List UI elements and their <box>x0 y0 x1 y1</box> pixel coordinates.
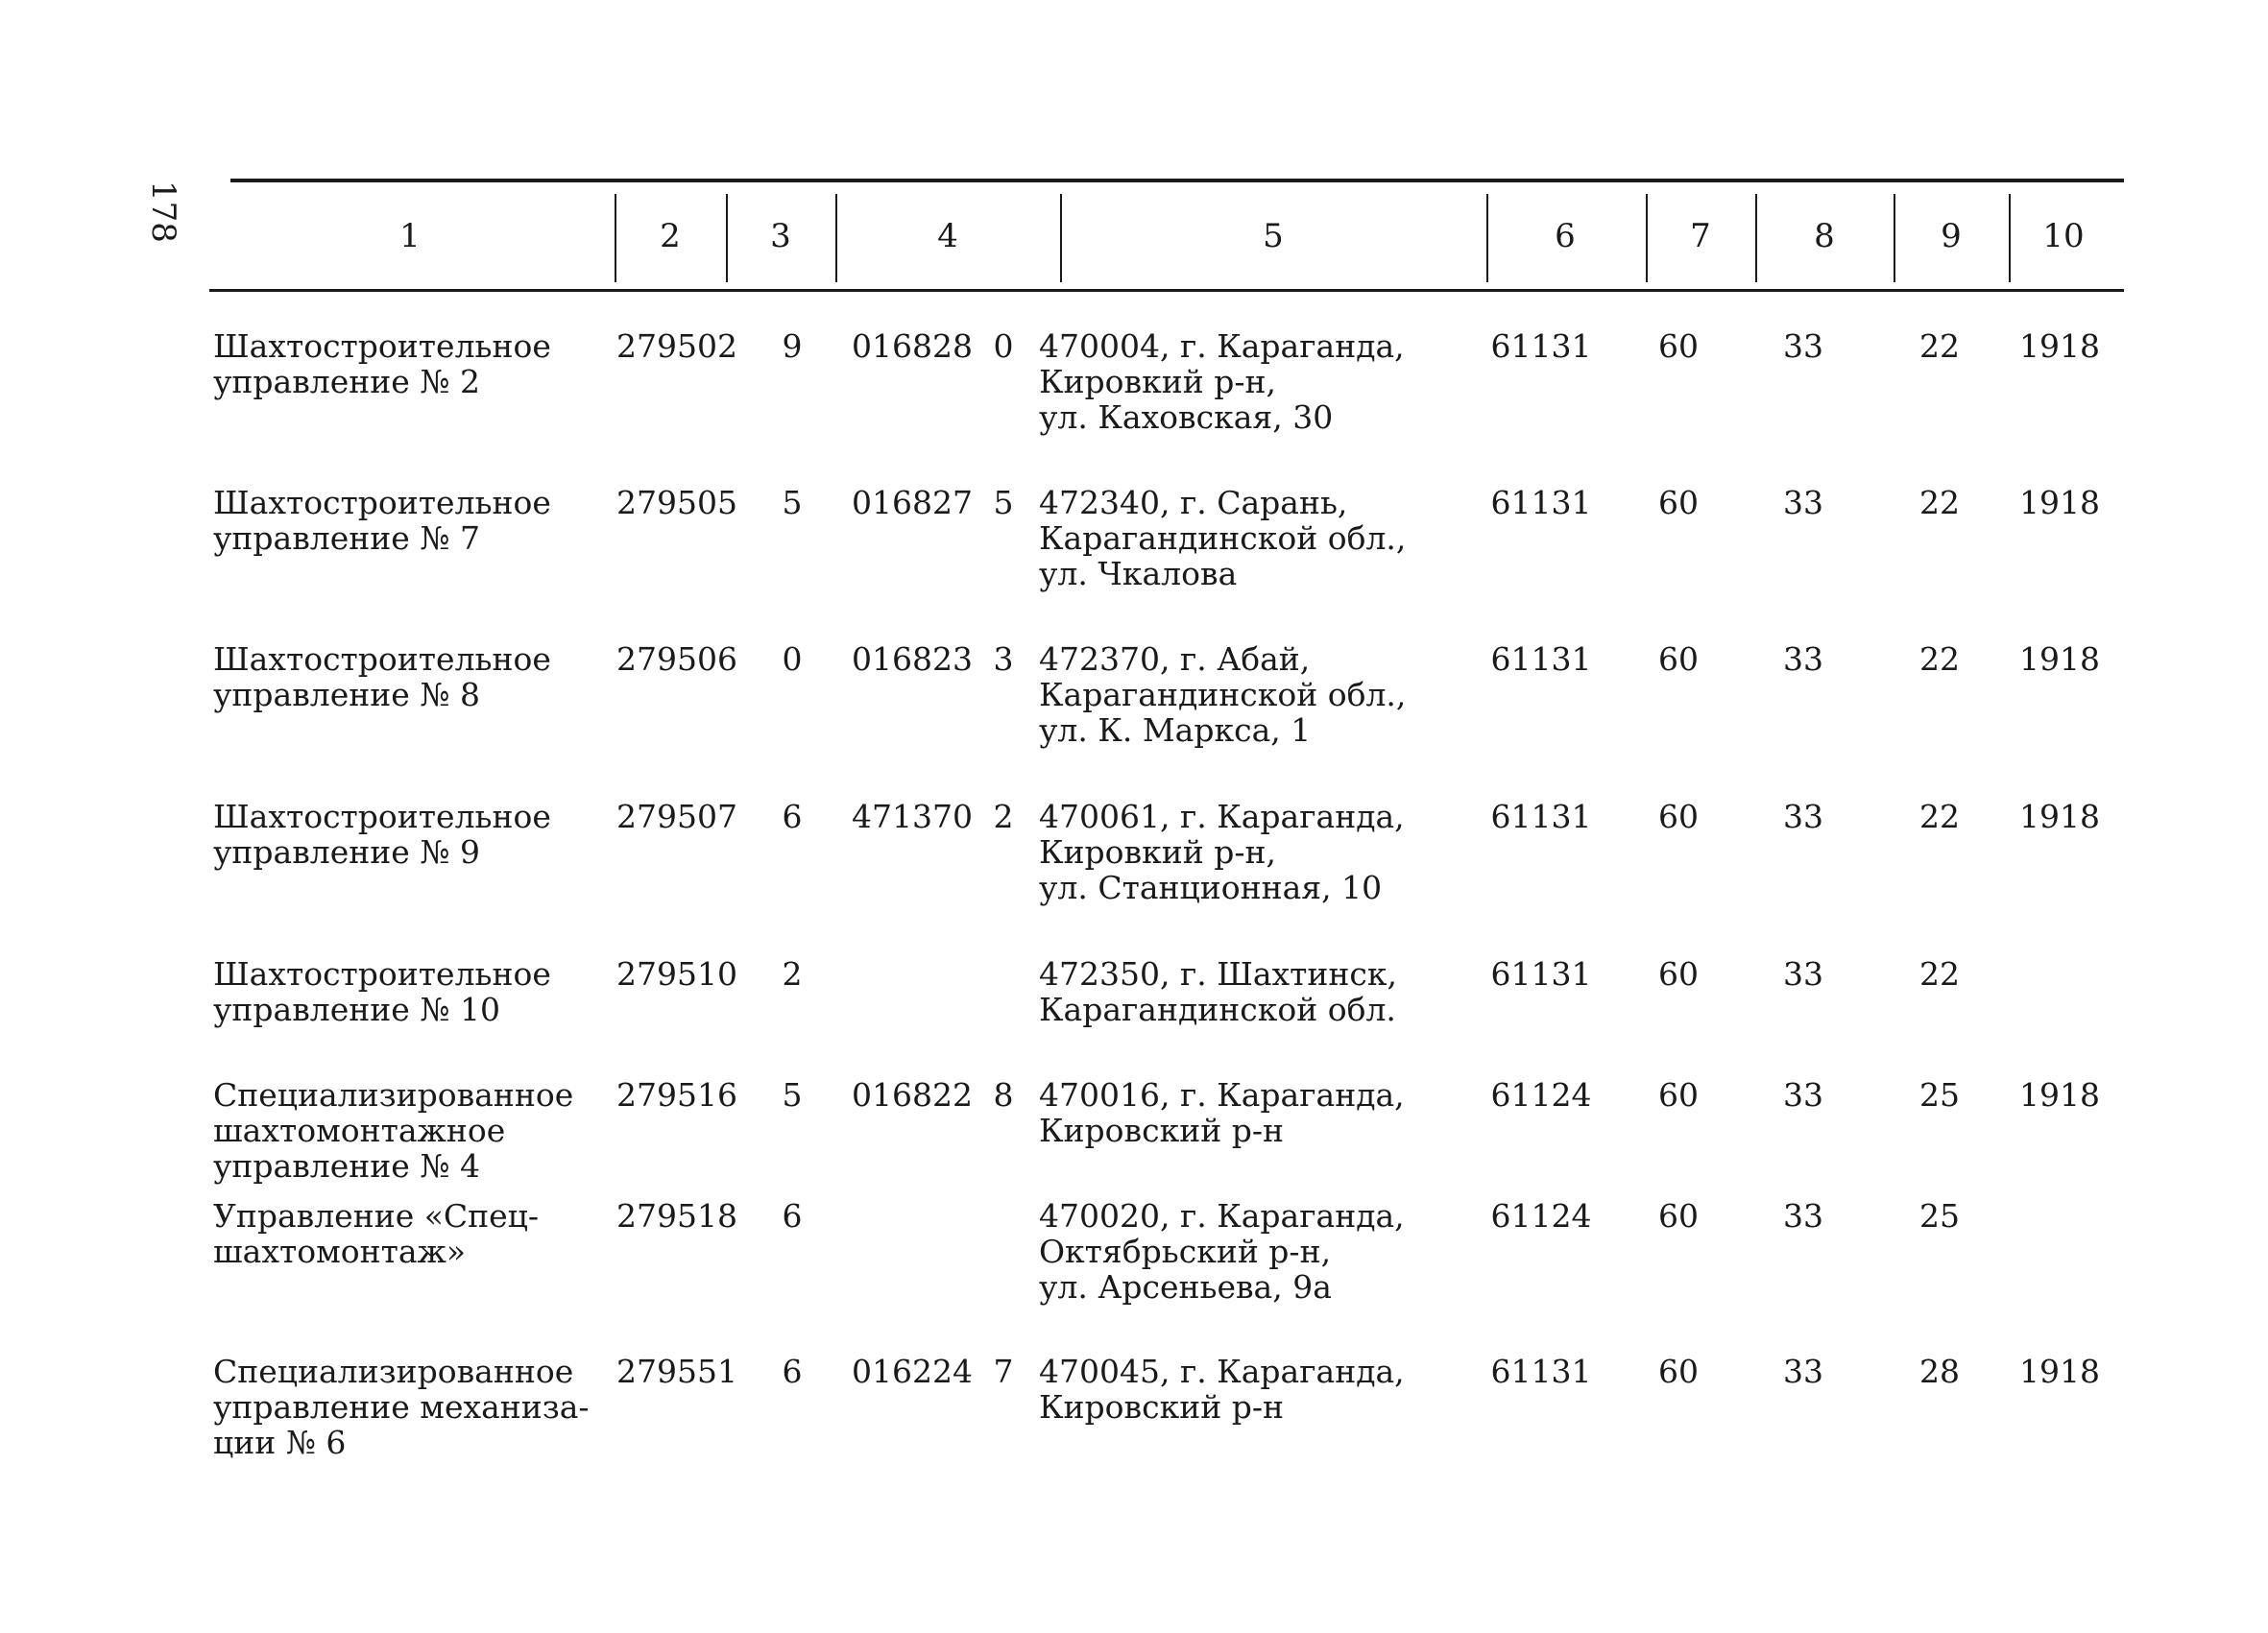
address-line: 472370, г. Абай, <box>1039 640 1311 678</box>
organization-name-line: шахтомонтажное <box>213 1112 506 1149</box>
header-col-8: 8 <box>1814 217 1835 255</box>
cell-col-7: 60 <box>1658 640 1699 678</box>
address <box>1039 1354 1481 1425</box>
cell-col-4-digit: 5 <box>993 484 1014 521</box>
organization-name-line: Шахтостроительное <box>213 798 551 835</box>
organization-name-line: Специализированное <box>213 1353 574 1390</box>
address-line: Кировский р-н <box>1039 1388 1284 1426</box>
cell-col-7: 60 <box>1658 484 1699 521</box>
cell-col-6: 61131 <box>1490 955 1592 993</box>
cell-col-4-digit: 3 <box>993 640 1014 678</box>
header-col-6: 6 <box>1555 217 1576 255</box>
cell-col-8: 33 <box>1783 955 1823 993</box>
address-line: 470004, г. Караганда, <box>1039 327 1405 365</box>
organization-name-line: управление № 2 <box>213 363 481 400</box>
address <box>1039 641 1481 748</box>
cell-col-7: 60 <box>1658 1197 1699 1235</box>
organization-name-line: Специализированное <box>213 1076 574 1114</box>
cell-col-3: 6 <box>782 1353 803 1390</box>
cell-col-2: 279505 <box>616 484 737 521</box>
cell-col-2: 279518 <box>616 1197 737 1235</box>
header-col-5: 5 <box>1263 217 1284 255</box>
organization-name-line: Шахтостроительное <box>213 327 551 365</box>
address <box>1039 799 1481 905</box>
header-col-10: 10 <box>2042 217 2085 255</box>
organization-name <box>213 1354 607 1460</box>
organization-name-line: управление № 8 <box>213 676 481 713</box>
address-line: ул. Арсеньева, 9а <box>1039 1268 1332 1306</box>
cell-col-10: 1918 <box>2019 798 2100 835</box>
cell-col-6: 61131 <box>1490 327 1592 365</box>
address-line: 472350, г. Шахтинск, <box>1039 955 1398 993</box>
cell-col-8: 33 <box>1783 1197 1823 1235</box>
address-line: ул. Станционная, 10 <box>1039 869 1383 906</box>
cell-col-7: 60 <box>1658 327 1699 365</box>
organization-name <box>213 1198 607 1269</box>
cell-col-2: 279551 <box>616 1353 737 1390</box>
cell-col-3: 6 <box>782 1197 803 1235</box>
cell-col-6: 61131 <box>1490 640 1592 678</box>
cell-col-3: 5 <box>782 484 803 521</box>
cell-col-8: 33 <box>1783 327 1823 365</box>
cell-col-10: 1918 <box>2019 1353 2100 1390</box>
cell-col-8: 33 <box>1783 1076 1823 1114</box>
organization-name-line: шахтомонтаж» <box>213 1233 467 1270</box>
organization-name-line: управление № 4 <box>213 1147 481 1185</box>
cell-col-8: 33 <box>1783 798 1823 835</box>
cell-col-4: 016822 <box>852 1076 973 1114</box>
address-line: Кировский р-н <box>1039 1112 1284 1149</box>
header-col-4: 4 <box>937 217 958 255</box>
address-line: Кировкий р-н, <box>1039 833 1276 871</box>
organization-name <box>213 641 607 712</box>
cell-col-10: 1918 <box>2019 484 2100 521</box>
cell-col-4-digit: 0 <box>993 327 1014 365</box>
organization-name <box>213 1077 607 1184</box>
cell-col-7: 60 <box>1658 955 1699 993</box>
cell-col-4-digit: 2 <box>993 798 1014 835</box>
cell-col-6: 61124 <box>1490 1197 1592 1235</box>
cell-col-9: 22 <box>1919 798 1960 835</box>
cell-col-2: 279502 <box>616 327 737 365</box>
cell-col-9: 28 <box>1919 1353 1960 1390</box>
address-line: 470020, г. Караганда, <box>1039 1197 1405 1235</box>
cell-col-9: 22 <box>1919 640 1960 678</box>
address <box>1039 1198 1481 1305</box>
cell-col-6: 61131 <box>1490 798 1592 835</box>
address <box>1039 485 1481 591</box>
cell-col-6: 61131 <box>1490 1353 1592 1390</box>
cell-col-2: 279510 <box>616 955 737 993</box>
address-line: 470061, г. Караганда, <box>1039 798 1405 835</box>
address-line: ул. Каховская, 30 <box>1039 398 1334 436</box>
header-col-1: 1 <box>399 217 421 255</box>
organization-name-line: Шахтостроительное <box>213 955 551 993</box>
organization-name-line: Шахтостроительное <box>213 640 551 678</box>
cell-col-3: 6 <box>782 798 803 835</box>
cell-col-9: 25 <box>1919 1076 1960 1114</box>
page-number: 178 <box>144 180 182 243</box>
cell-col-4-digit: 8 <box>993 1076 1014 1114</box>
cell-col-4: 016823 <box>852 640 973 678</box>
address-line: Карагандинской обл. <box>1039 991 1396 1028</box>
address-line: Кировкий р-н, <box>1039 363 1276 400</box>
cell-col-8: 33 <box>1783 484 1823 521</box>
header-col-7: 7 <box>1690 217 1711 255</box>
cell-col-9: 22 <box>1919 327 1960 365</box>
cell-col-4: 016827 <box>852 484 973 521</box>
address-line: Карагандинской обл., <box>1039 676 1407 713</box>
cell-col-7: 60 <box>1658 798 1699 835</box>
address-line: 470045, г. Караганда, <box>1039 1353 1405 1390</box>
cell-col-4-digit: 7 <box>993 1353 1014 1390</box>
organization-name <box>213 328 607 399</box>
cell-col-4: 016224 <box>852 1353 973 1390</box>
cell-col-7: 60 <box>1658 1076 1699 1114</box>
cell-col-8: 33 <box>1783 1353 1823 1390</box>
address-line: Октябрьский р-н, <box>1039 1233 1332 1270</box>
organization-name <box>213 485 607 556</box>
organization-name-line: Управление «Спец- <box>213 1197 540 1235</box>
cell-col-4: 016828 <box>852 327 973 365</box>
address <box>1039 1077 1481 1148</box>
organization-name-line: управление № 10 <box>213 991 500 1028</box>
cell-col-9: 22 <box>1919 484 1960 521</box>
cell-col-8: 33 <box>1783 640 1823 678</box>
cell-col-3: 5 <box>782 1076 803 1114</box>
header-col-9: 9 <box>1941 217 1962 255</box>
address-line: 472340, г. Сарань, <box>1039 484 1348 521</box>
organization-name <box>213 799 607 870</box>
cell-col-10: 1918 <box>2019 1076 2100 1114</box>
cell-col-3: 2 <box>782 955 803 993</box>
organization-name-line: управление № 7 <box>213 519 481 557</box>
cell-col-3: 0 <box>782 640 803 678</box>
organization-name <box>213 956 607 1027</box>
header-col-3: 3 <box>770 217 791 255</box>
address-line: 470016, г. Караганда, <box>1039 1076 1405 1114</box>
cell-col-7: 60 <box>1658 1353 1699 1390</box>
cell-col-2: 279507 <box>616 798 737 835</box>
cell-col-9: 22 <box>1919 955 1960 993</box>
cell-col-3: 9 <box>782 327 803 365</box>
address <box>1039 328 1481 435</box>
cell-col-6: 61131 <box>1490 484 1592 521</box>
cell-col-4: 471370 <box>852 798 973 835</box>
cell-col-10: 1918 <box>2019 327 2100 365</box>
address <box>1039 956 1481 1027</box>
cell-col-6: 61124 <box>1490 1076 1592 1114</box>
cell-col-2: 279516 <box>616 1076 737 1114</box>
header-col-2: 2 <box>660 217 681 255</box>
cell-col-10: 1918 <box>2019 640 2100 678</box>
address-line: ул. Чкалова <box>1039 555 1238 592</box>
organization-name-line: Шахтостроительное <box>213 484 551 521</box>
organization-name-line: ции № 6 <box>213 1424 347 1461</box>
organization-name-line: управление механиза- <box>213 1388 590 1426</box>
cell-col-9: 25 <box>1919 1197 1960 1235</box>
address-line: ул. К. Маркса, 1 <box>1039 711 1312 749</box>
organization-name-line: управление № 9 <box>213 833 481 871</box>
cell-col-2: 279506 <box>616 640 737 678</box>
address-line: Карагандинской обл., <box>1039 519 1407 557</box>
